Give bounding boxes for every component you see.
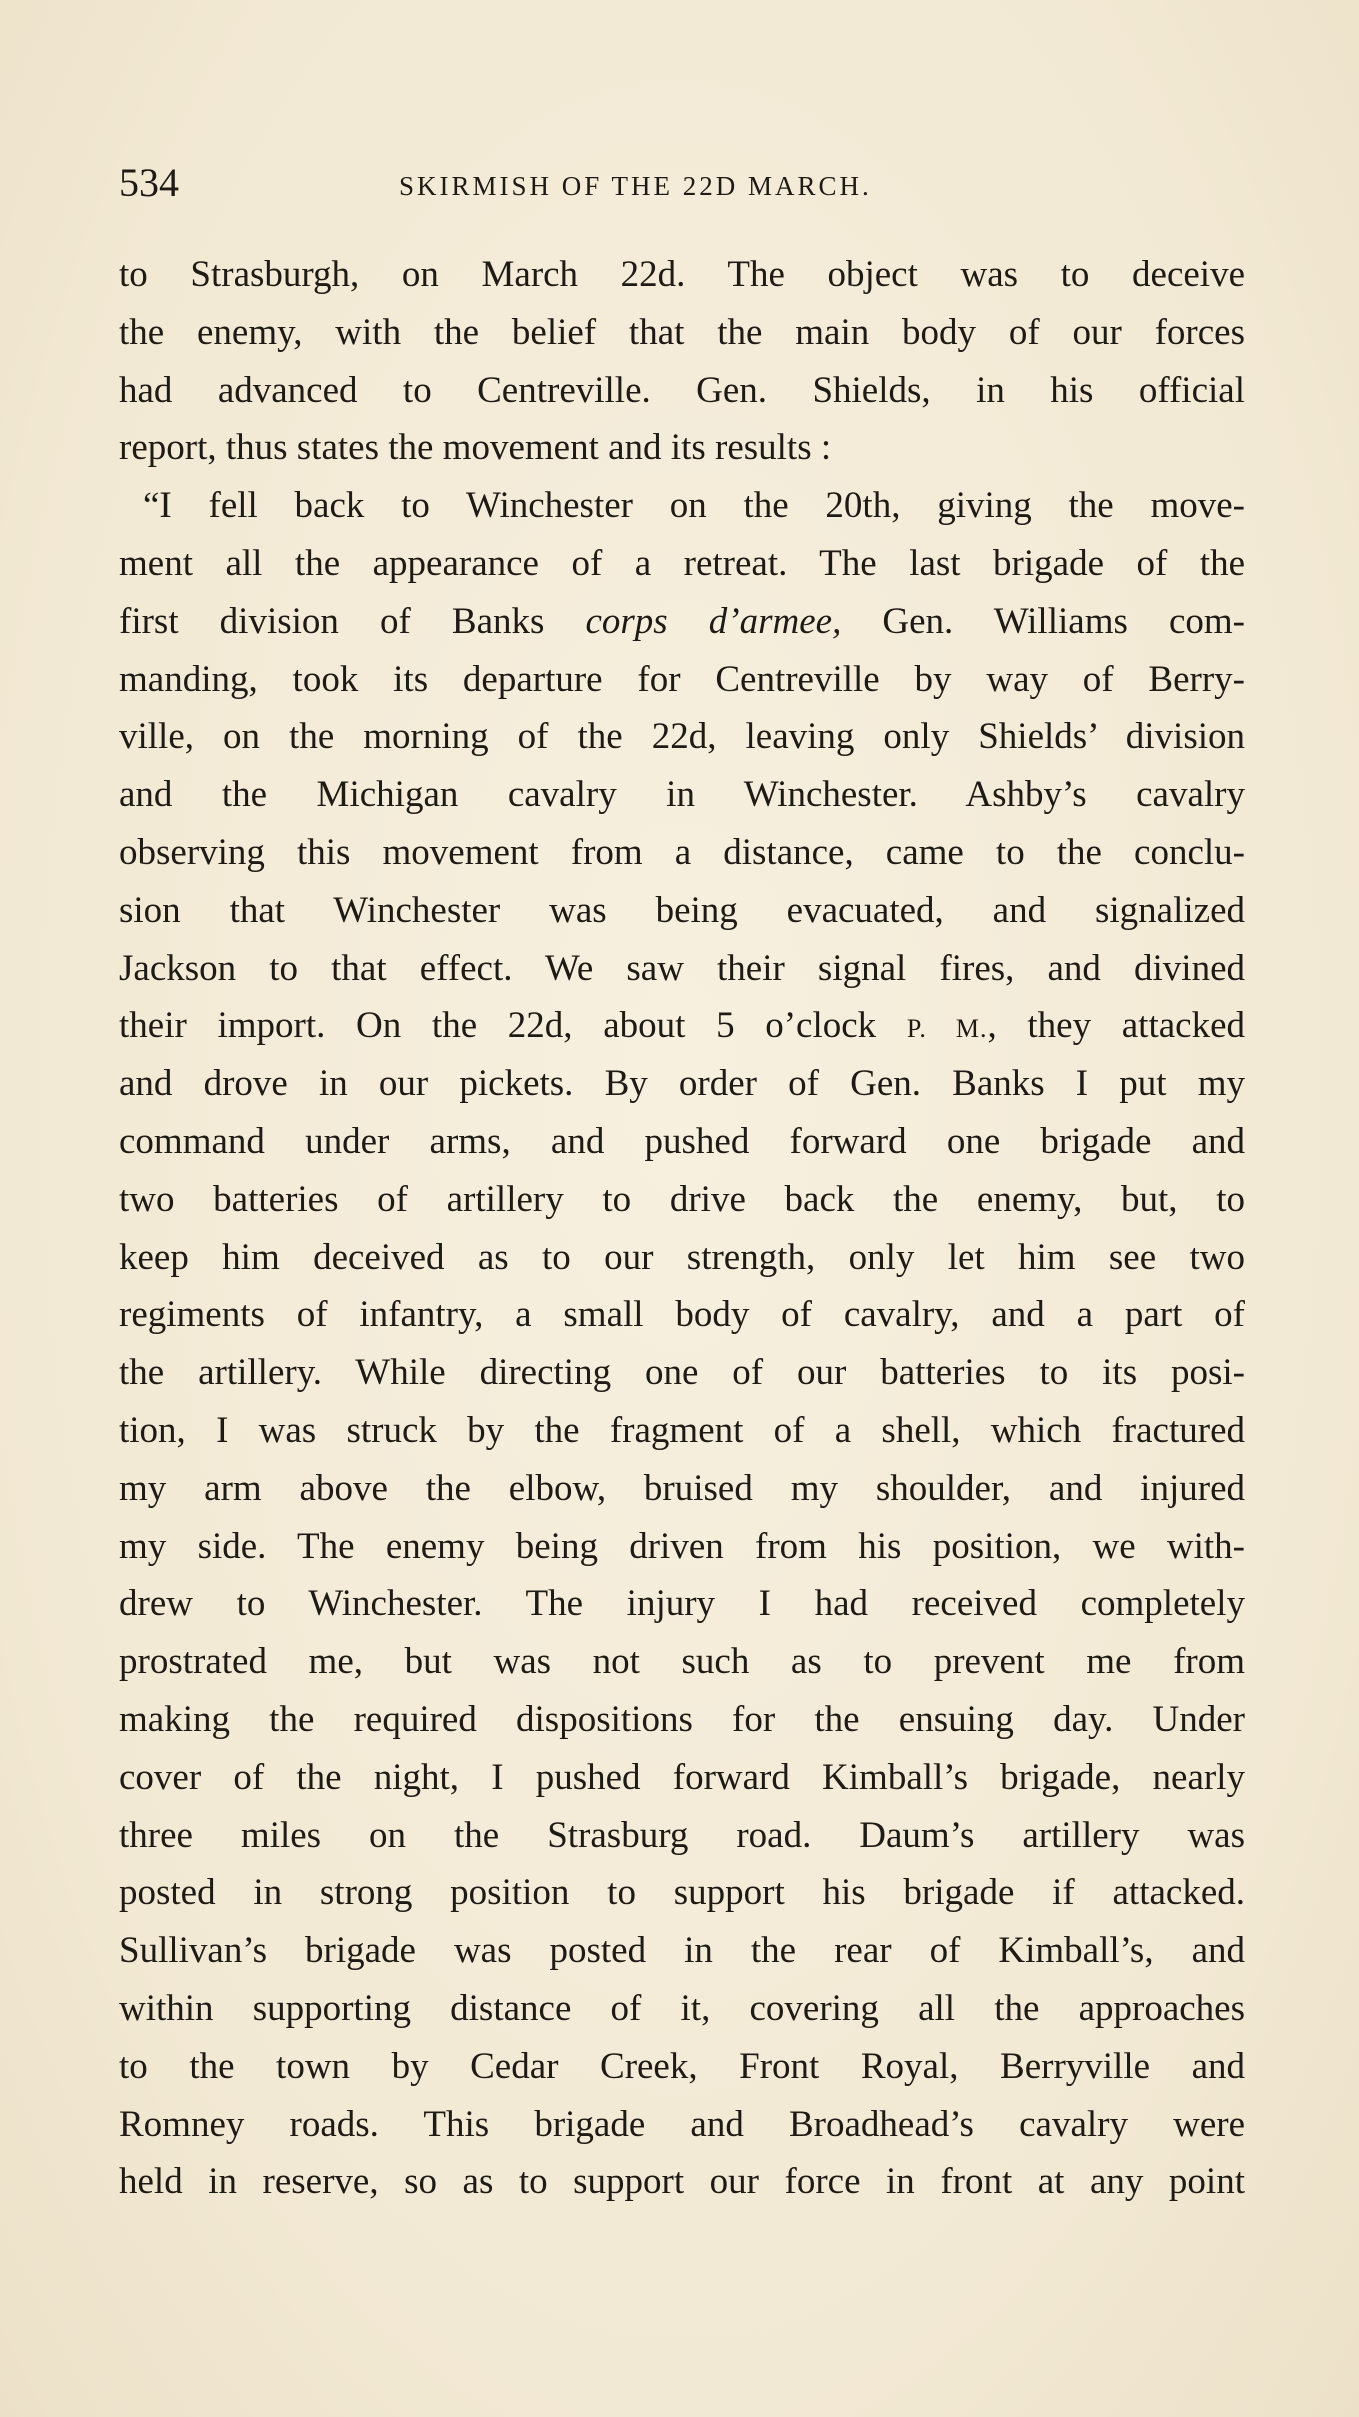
text-line: had advanced to Centreville. Gen. Shields, in his official [119,369,1245,411]
text-line: and the Michigan cavalry in Winchester. Ashby’s cavalry [119,774,1245,816]
page-number: 534 [119,160,179,205]
text-line: and drove in our pickets. By order of Gen. Banks I put my [119,1063,1245,1105]
text-line: the artillery. While directing one of our batteries to its posi- [119,1352,1245,1394]
text-line: command under arms, and pushed forward one brigade and [119,1120,1245,1162]
text-line: report, thus states the movement and its results : [119,427,832,469]
text-line: three miles on the Strasburg road. Daum’s artillery was [119,1814,1245,1856]
text-line: to Strasburgh, on March 22d. The object was to deceive [119,254,1245,295]
text-line: keep him deceived as to our strength, only let him see two [119,1236,1245,1278]
italic-phrase: corps d’armee, [585,600,842,642]
text-line: observing this movement from a distance, came to the conclu- [119,831,1245,873]
text-line: Sullivan’s brigade was posted in the rear of Kimball’s, and [119,1930,1245,1972]
text-line: Jackson to that effect. We saw their signal fires, and divined [119,947,1245,989]
page-header [119,155,1245,211]
running-head: SKIRMISH OF THE 22D MARCH. [399,171,872,201]
text-line: sion that Winchester was being evacuated, and signalized [119,889,1245,931]
text-line: ment all the appearance of a retreat. The last brigade of the [119,542,1245,584]
body-text [119,246,1245,2211]
text-line: “I fell back to Winchester on the 20th, giving the move- [143,485,1245,527]
text-line: my arm above the elbow, bruised my shoulder, and injured [119,1467,1245,1509]
text-line: regiments of infantry, a small body of cavalry, and a part of [119,1294,1245,1336]
text-line: cover of the night, I pushed forward Kimball’s brigade, nearly [119,1756,1245,1798]
text-line: prostrated me, but was not such as to prevent me from [119,1641,1245,1683]
text-line: posted in strong position to support his brigade if attacked. [119,1872,1245,1914]
text-line: my side. The enemy being driven from his position, we with- [119,1525,1245,1567]
text-line: to the town by Cedar Creek, Front Royal, Berryville and [119,2045,1245,2087]
small-caps-text: P. M. [906,1014,988,1044]
text-line: tion, I was struck by the fragment of a shell, which fractured [119,1409,1245,1451]
text-line: held in reserve, so as to support our force in front at any point [119,2161,1245,2203]
text-line: drew to Winchester. The injury I had received completely [119,1583,1245,1625]
text-line: making the required dispositions for the ensuing day. Under [119,1698,1245,1740]
text-line: ville, on the morning of the 22d, leaving only Shields’ division [119,716,1245,758]
text-line: Romney roads. This brigade and Broadhead’s cavalry were [119,2103,1245,2145]
text-line: two batteries of artillery to drive back the enemy, but, to [119,1178,1245,1220]
text-line: first division of Banks corps d’armee, Gen. Williams com- [119,600,1245,642]
text-line: their import. On the 22d, about 5 o’clock P. M., they attacked [119,1005,1245,1047]
text-line: the enemy, with the belief that the main body of our forces [119,311,1245,353]
text-line: within supporting distance of it, covering all the approaches [119,1987,1245,2029]
text-line: manding, took its departure for Centreville by way of Berry- [119,658,1245,700]
